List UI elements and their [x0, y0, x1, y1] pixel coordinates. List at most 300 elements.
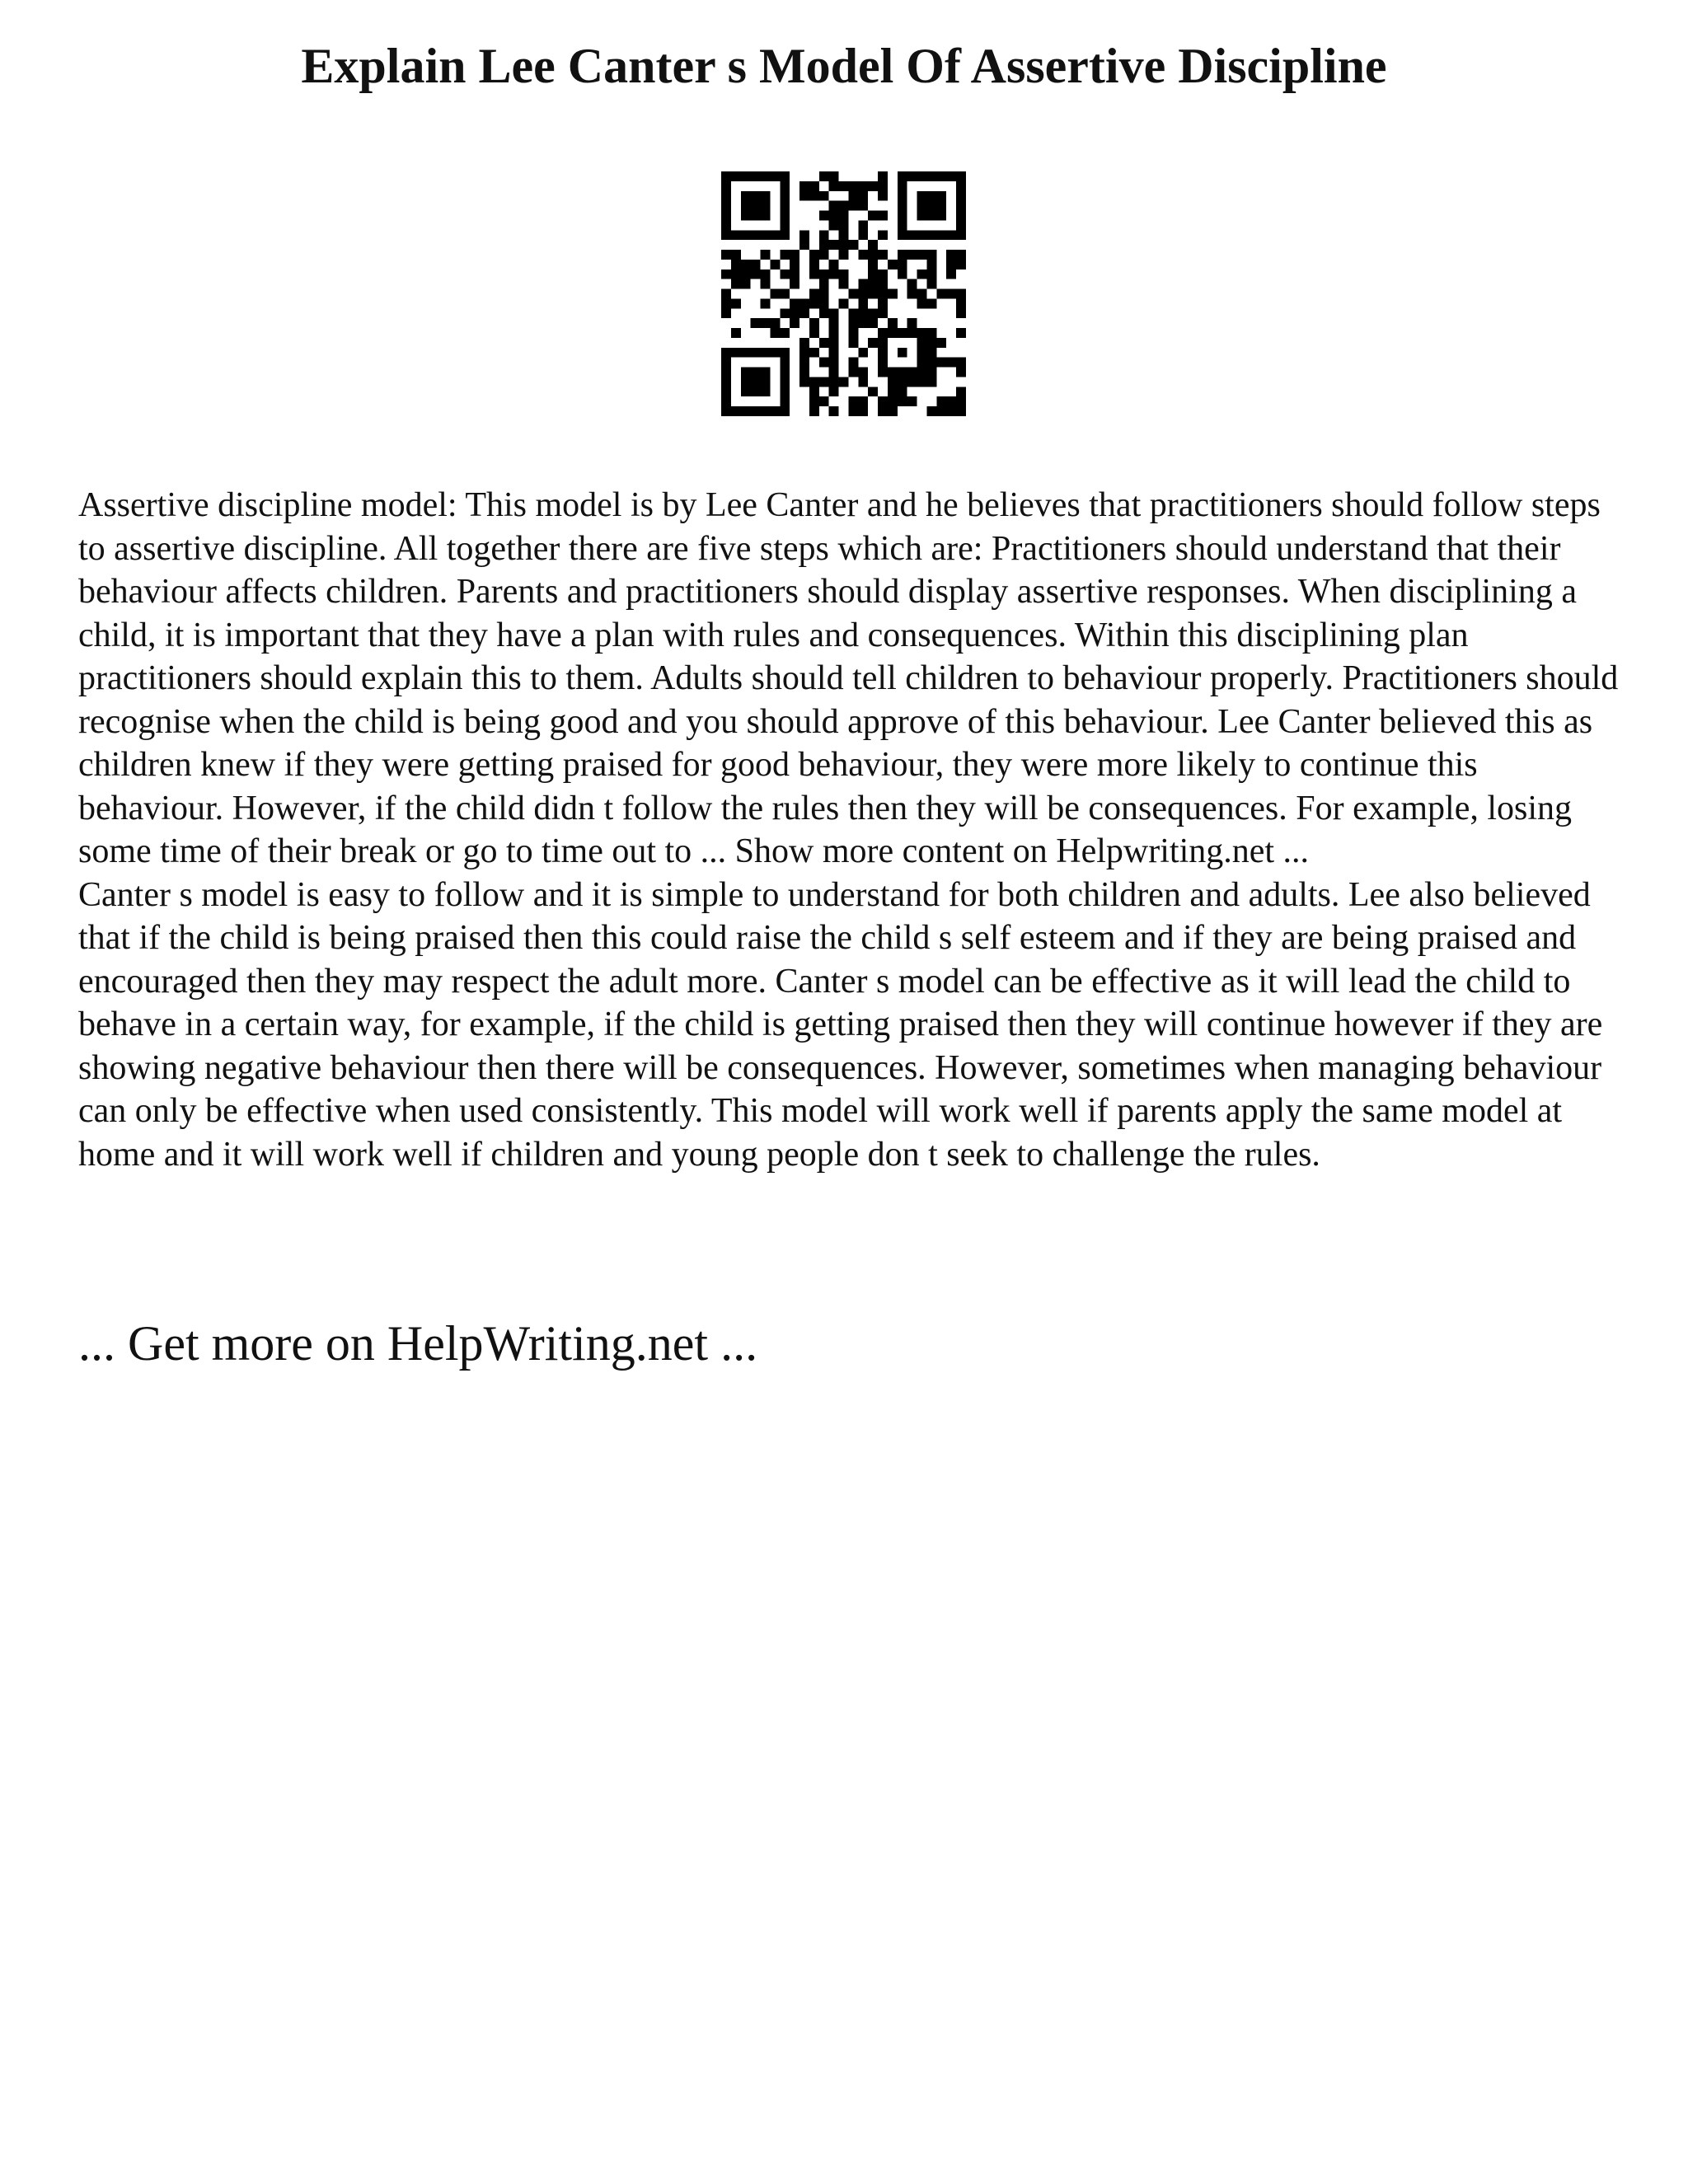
qr-module	[770, 348, 780, 358]
qr-module	[839, 240, 849, 250]
qr-module	[868, 240, 878, 250]
qr-module	[858, 318, 868, 328]
qr-module	[907, 328, 917, 338]
qr-module	[761, 318, 771, 328]
qr-module	[829, 328, 839, 338]
qr-module	[888, 289, 898, 299]
qr-module	[721, 406, 731, 416]
qr-module	[780, 181, 790, 191]
qr-module	[848, 240, 858, 250]
qr-module	[731, 328, 741, 338]
qr-module	[761, 368, 771, 377]
qr-module	[858, 181, 868, 191]
qr-module	[898, 230, 907, 240]
qr-module	[761, 348, 771, 358]
qr-module	[751, 406, 761, 416]
qr-module	[936, 289, 946, 299]
qr-module	[858, 230, 868, 240]
qr-module	[721, 191, 731, 201]
qr-module	[809, 377, 819, 387]
qr-module	[907, 230, 917, 240]
qr-module	[721, 250, 731, 260]
qr-module	[721, 358, 731, 368]
qr-module	[721, 289, 731, 299]
qr-module	[790, 250, 799, 260]
qr-module	[956, 368, 966, 377]
qr-module	[956, 406, 966, 416]
qr-module	[839, 211, 849, 221]
qr-module	[780, 368, 790, 377]
qr-module	[956, 201, 966, 211]
qr-module	[839, 377, 849, 387]
qr-module	[868, 279, 878, 289]
qr-module	[917, 328, 927, 338]
qr-module	[829, 220, 839, 230]
qr-module	[888, 318, 898, 328]
qr-module	[839, 201, 849, 211]
qr-module	[761, 269, 771, 279]
qr-module	[926, 406, 936, 416]
qr-module	[956, 396, 966, 406]
qr-module	[819, 289, 829, 299]
qr-module	[956, 181, 966, 191]
qr-module	[956, 211, 966, 221]
qr-code-icon	[721, 171, 966, 416]
qr-module	[917, 269, 927, 279]
qr-module	[898, 260, 907, 269]
qr-module	[917, 230, 927, 240]
qr-module	[926, 377, 936, 387]
qr-module	[898, 269, 907, 279]
qr-module	[917, 289, 927, 299]
qr-module	[819, 279, 829, 289]
qr-module	[878, 308, 888, 318]
qr-module	[721, 308, 731, 318]
qr-module	[780, 358, 790, 368]
qr-module	[898, 171, 907, 181]
qr-module	[839, 250, 849, 260]
qr-module	[741, 211, 751, 221]
qr-module	[731, 298, 741, 308]
qr-module	[878, 250, 888, 260]
qr-module	[946, 230, 956, 240]
qr-module	[770, 171, 780, 181]
qr-module	[799, 368, 809, 377]
qr-module	[848, 289, 858, 299]
qr-module	[790, 269, 799, 279]
qr-module	[858, 406, 868, 416]
qr-module	[956, 387, 966, 396]
qr-module	[936, 358, 946, 368]
qr-module	[761, 211, 771, 221]
qr-module	[809, 387, 819, 396]
qr-module	[898, 181, 907, 191]
article-paragraph: Canter s model is easy to follow and it is simple to understand for both children and adults. Lee also believed that if the child is being praised then this could raise the child s self esteem and if they are being praised and encouraged then they may respect the adult more. Canter s model can be effective as it will lead the child to behave in a certain way, for example, if the child is getting praised then they will continue however if they are showing negative behaviour then there will be consequences. However, sometimes when managing behaviour can only be effective when used consistently. This model will work well if parents apply the same model at home and it will work well if children and young people don t seek to challenge the rules.	[78, 875, 1603, 1174]
qr-module	[809, 269, 819, 279]
qr-module	[956, 298, 966, 308]
qr-module	[878, 171, 888, 181]
qr-module	[926, 328, 936, 338]
qr-module	[780, 211, 790, 221]
qr-module	[878, 328, 888, 338]
qr-module	[917, 211, 927, 221]
qr-module	[878, 181, 888, 191]
qr-module	[829, 269, 839, 279]
qr-module	[799, 308, 809, 318]
qr-module	[926, 348, 936, 358]
qr-module	[917, 171, 927, 181]
qr-module	[721, 387, 731, 396]
qr-module	[907, 377, 917, 387]
qr-module	[761, 250, 771, 260]
qr-module	[799, 358, 809, 368]
qr-module	[936, 171, 946, 181]
qr-module	[721, 396, 731, 406]
qr-module	[751, 269, 761, 279]
qr-module	[721, 368, 731, 377]
qr-module	[868, 211, 878, 221]
qr-module	[956, 328, 966, 338]
qr-module	[898, 220, 907, 230]
qr-module	[898, 348, 907, 358]
qr-module	[780, 377, 790, 387]
qr-module	[731, 230, 741, 240]
qr-module	[770, 289, 780, 299]
qr-module	[878, 289, 888, 299]
qr-module	[770, 406, 780, 416]
article-paragraph: Assertive discipline model: This model is by Lee Canter and he believes that practitioners should follow steps to assertive discipline. All together there are five steps which are: Practitioners should understand that their behaviour affects children. Parents and practitioners should display assertive responses. When disciplining a child, it is important that they have a plan with rules and consequences. Within this disciplining plan practitioners should explain this to them. Adults should tell children to behaviour properly. Practitioners should recognise when the child is being good and you should approve of this behaviour. Lee Canter believed this as children knew if they were getting praised for good behaviour, they were more likely to continue this behaviour. However, if the child didn t follow the rules then they will be consequences. For example, losing some time of their break or go to time out to ... Show more content on Helpwriting.net ...	[78, 486, 1619, 870]
qr-module	[780, 308, 790, 318]
page-title: Explain Lee Canter s Model Of Assertive Discipline	[301, 39, 1387, 93]
qr-module	[780, 387, 790, 396]
qr-module	[936, 230, 946, 240]
qr-module	[926, 260, 936, 269]
qr-module	[751, 171, 761, 181]
qr-module	[829, 240, 839, 250]
qr-module	[907, 368, 917, 377]
qr-module	[878, 211, 888, 221]
qr-module	[868, 181, 878, 191]
qr-module	[731, 171, 741, 181]
qr-module	[809, 348, 819, 358]
qr-module	[819, 269, 829, 279]
qr-module	[888, 387, 898, 396]
qr-module	[858, 348, 868, 358]
qr-module	[770, 328, 780, 338]
qr-module	[770, 318, 780, 328]
qr-module	[829, 181, 839, 191]
qr-module	[858, 191, 868, 201]
qr-module	[721, 377, 731, 387]
article-body	[78, 484, 1628, 1176]
qr-module	[790, 298, 799, 308]
qr-module	[936, 191, 946, 201]
qr-module	[809, 396, 819, 406]
qr-module	[819, 298, 829, 308]
qr-module	[868, 250, 878, 260]
qr-module	[926, 368, 936, 377]
qr-module	[848, 358, 858, 368]
qr-module	[926, 171, 936, 181]
qr-module	[946, 250, 956, 260]
qr-module	[917, 298, 927, 308]
qr-module	[946, 406, 956, 416]
qr-module	[926, 211, 936, 221]
qr-module	[751, 318, 761, 328]
qr-module	[761, 406, 771, 416]
qr-module	[770, 260, 780, 269]
qr-module	[790, 279, 799, 289]
qr-module	[946, 171, 956, 181]
qr-module	[898, 201, 907, 211]
qr-module	[829, 406, 839, 416]
qr-module	[741, 269, 751, 279]
qr-module	[809, 318, 819, 328]
qr-module	[741, 260, 751, 269]
qr-module	[917, 191, 927, 201]
qr-module	[898, 211, 907, 221]
qr-module	[907, 279, 917, 289]
qr-module	[946, 289, 956, 299]
qr-module	[829, 308, 839, 318]
qr-module	[839, 230, 849, 240]
qr-module	[839, 298, 849, 308]
qr-module	[741, 368, 751, 377]
qr-module	[878, 348, 888, 358]
qr-module	[761, 171, 771, 181]
qr-module	[917, 358, 927, 368]
qr-module	[839, 220, 849, 230]
qr-module	[741, 201, 751, 211]
qr-module	[868, 289, 878, 299]
qr-module	[917, 348, 927, 358]
qr-module	[741, 171, 751, 181]
qr-module	[731, 348, 741, 358]
get-more-link[interactable]: ... Get more on HelpWriting.net ...	[78, 1316, 758, 1371]
qr-module	[780, 406, 790, 416]
qr-module	[878, 269, 888, 279]
qr-module	[780, 230, 790, 240]
qr-module	[926, 250, 936, 260]
qr-module	[926, 201, 936, 211]
qr-module	[829, 211, 839, 221]
qr-module	[790, 260, 799, 269]
qr-module	[721, 220, 731, 230]
qr-module	[858, 368, 868, 377]
qr-module	[809, 260, 819, 269]
qr-module	[868, 260, 878, 269]
qr-module	[790, 318, 799, 328]
qr-module	[888, 328, 898, 338]
qr-module	[878, 406, 888, 416]
qr-module	[741, 387, 751, 396]
qr-module	[780, 191, 790, 201]
qr-module	[799, 240, 809, 250]
qr-module	[848, 181, 858, 191]
qr-module	[731, 260, 741, 269]
qr-module	[936, 396, 946, 406]
qr-module	[819, 230, 829, 240]
qr-module	[907, 250, 917, 260]
qr-module	[907, 289, 917, 299]
qr-module	[809, 181, 819, 191]
qr-module	[741, 191, 751, 201]
qr-module	[731, 250, 741, 260]
qr-module	[799, 191, 809, 201]
qr-module	[770, 230, 780, 240]
qr-module	[819, 171, 829, 181]
qr-module	[936, 406, 946, 416]
qr-module	[780, 348, 790, 358]
qr-module	[898, 328, 907, 338]
qr-module	[751, 191, 761, 201]
qr-module	[858, 289, 868, 299]
qr-module	[858, 396, 868, 406]
qr-module	[809, 298, 819, 308]
qr-module	[926, 358, 936, 368]
qr-module	[829, 171, 839, 181]
qr-module	[878, 279, 888, 289]
qr-module	[780, 396, 790, 406]
qr-module	[878, 338, 888, 348]
qr-module	[848, 318, 858, 328]
qr-module	[809, 191, 819, 201]
qr-module	[799, 348, 809, 358]
qr-module	[761, 387, 771, 396]
qr-module	[819, 308, 829, 318]
qr-module	[829, 338, 839, 348]
qr-module	[839, 279, 849, 289]
qr-module	[898, 191, 907, 201]
qr-module	[780, 250, 790, 260]
qr-module	[741, 406, 751, 416]
qr-module	[868, 269, 878, 279]
qr-module	[731, 406, 741, 416]
qr-module	[721, 211, 731, 221]
qr-module	[819, 396, 829, 406]
qr-module	[888, 260, 898, 269]
qr-module	[721, 181, 731, 191]
qr-module	[761, 279, 771, 289]
qr-module	[946, 358, 956, 368]
qr-module	[926, 298, 936, 308]
qr-module	[848, 406, 858, 416]
qr-module	[741, 230, 751, 240]
qr-module	[878, 368, 888, 377]
qr-module	[898, 250, 907, 260]
qr-module	[839, 269, 849, 279]
qr-module	[751, 230, 761, 240]
qr-module	[956, 260, 966, 269]
qr-module	[751, 348, 761, 358]
qr-module	[878, 298, 888, 308]
qr-module	[858, 201, 868, 211]
qr-module	[868, 308, 878, 318]
qr-code	[721, 171, 966, 416]
qr-module	[819, 240, 829, 250]
qr-module	[878, 230, 888, 240]
qr-module	[858, 298, 868, 308]
qr-module	[907, 171, 917, 181]
qr-module	[878, 358, 888, 368]
qr-module	[819, 377, 829, 387]
qr-module	[917, 250, 927, 260]
qr-module	[888, 377, 898, 387]
qr-module	[946, 260, 956, 269]
qr-module	[780, 289, 790, 299]
qr-module	[819, 191, 829, 201]
qr-module	[907, 396, 917, 406]
qr-module	[848, 368, 858, 377]
qr-module	[858, 377, 868, 387]
qr-module	[751, 368, 761, 377]
qr-module	[799, 298, 809, 308]
qr-module	[898, 387, 907, 396]
qr-module	[868, 338, 878, 348]
qr-module	[878, 191, 888, 201]
qr-module	[721, 230, 731, 240]
qr-module	[761, 201, 771, 211]
qr-module	[829, 358, 839, 368]
qr-module	[761, 230, 771, 240]
qr-module	[956, 191, 966, 201]
qr-module	[751, 377, 761, 387]
qr-module	[780, 328, 790, 338]
qr-module	[936, 201, 946, 211]
qr-module	[741, 377, 751, 387]
qr-module	[731, 269, 741, 279]
qr-module	[819, 338, 829, 348]
qr-module	[926, 230, 936, 240]
qr-module	[819, 250, 829, 260]
qr-module	[780, 220, 790, 230]
qr-module	[751, 211, 761, 221]
qr-module	[956, 289, 966, 299]
qr-module	[926, 279, 936, 289]
qr-module	[829, 318, 839, 328]
qr-module	[956, 250, 966, 260]
qr-module	[721, 171, 731, 181]
qr-module	[868, 387, 878, 396]
qr-module	[956, 230, 966, 240]
qr-module	[858, 220, 868, 230]
qr-module	[878, 396, 888, 406]
qr-module	[848, 308, 858, 318]
qr-module	[868, 318, 878, 328]
qr-module	[721, 348, 731, 358]
qr-module	[829, 260, 839, 269]
qr-module	[741, 348, 751, 358]
qr-module	[848, 191, 858, 201]
qr-module	[731, 279, 741, 289]
qr-module	[721, 298, 731, 308]
qr-module	[898, 368, 907, 377]
qr-module	[848, 338, 858, 348]
qr-module	[829, 377, 839, 387]
qr-module	[858, 279, 868, 289]
qr-module	[898, 396, 907, 406]
qr-module	[799, 181, 809, 191]
qr-module	[936, 338, 946, 348]
qr-module	[926, 191, 936, 201]
qr-module	[888, 368, 898, 377]
qr-module	[829, 368, 839, 377]
qr-module	[780, 269, 790, 279]
qr-module	[917, 201, 927, 211]
qr-module	[761, 377, 771, 387]
qr-module	[799, 338, 809, 348]
qr-module	[907, 318, 917, 328]
